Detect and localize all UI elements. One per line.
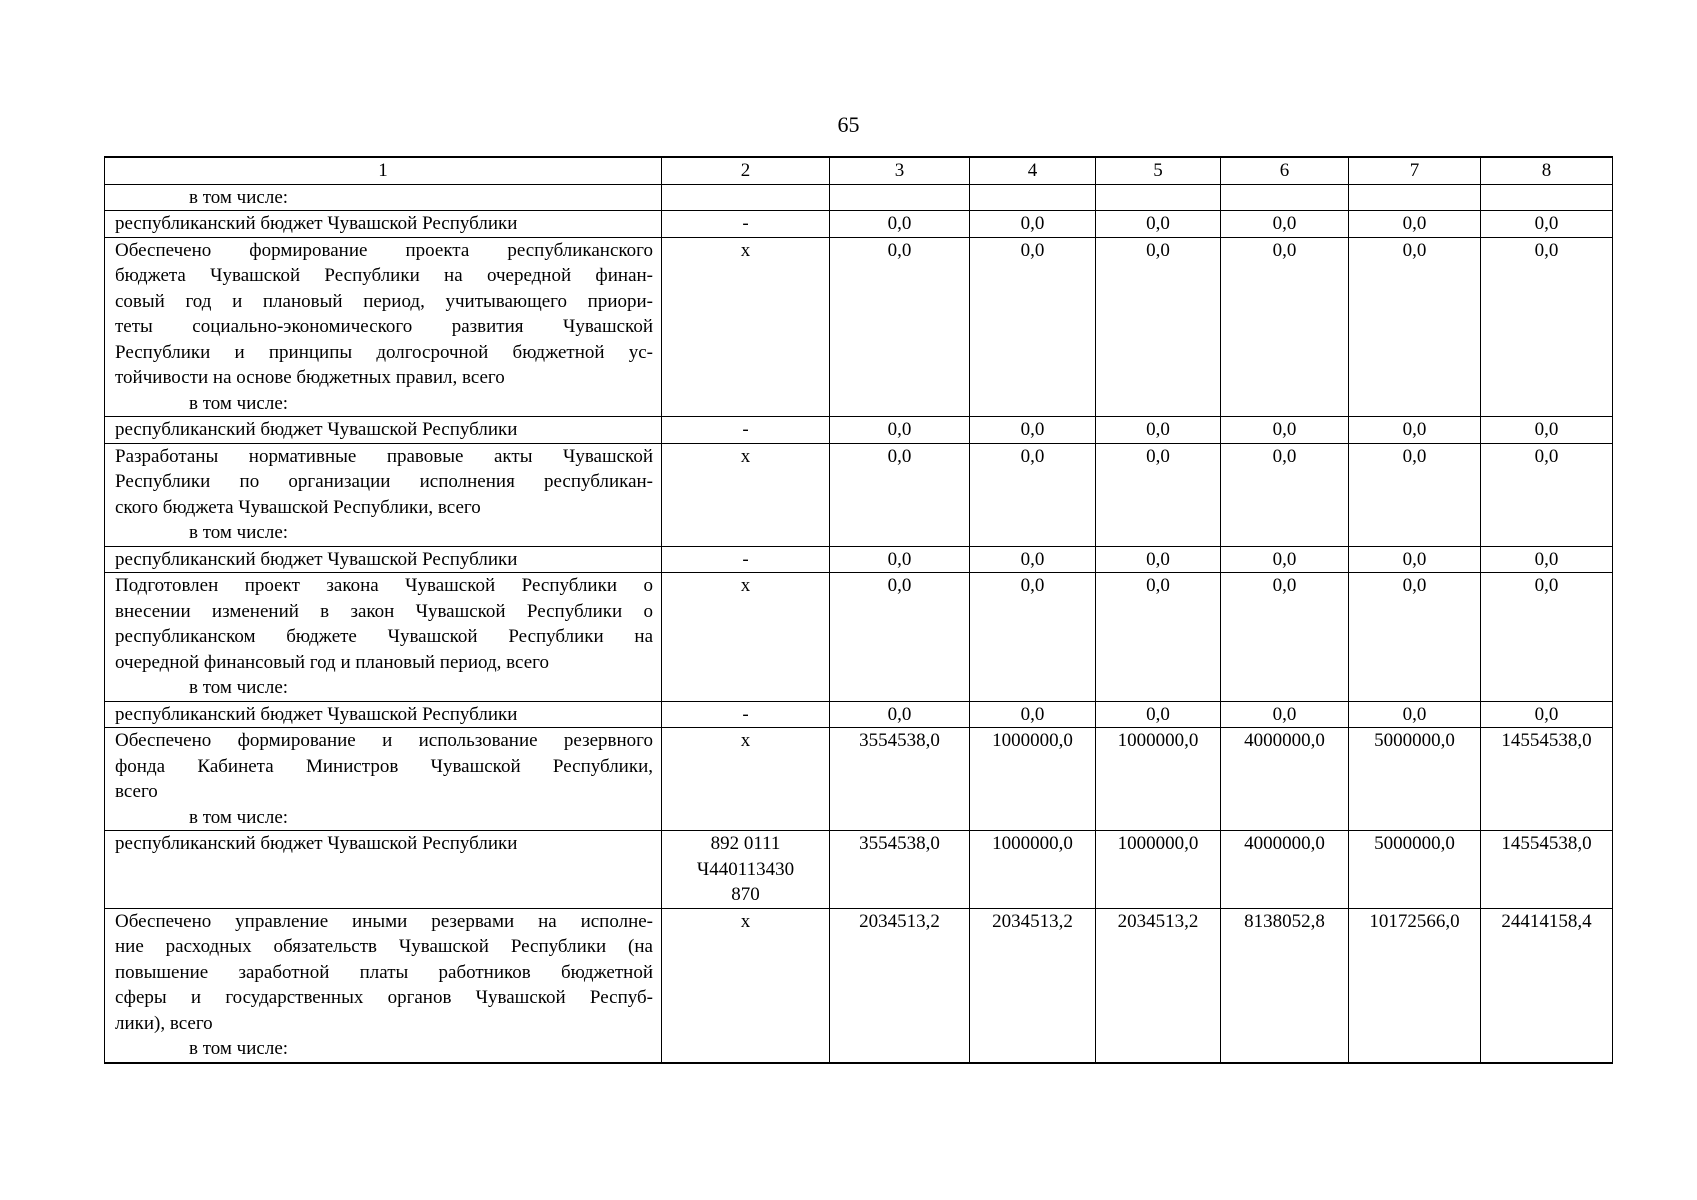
value-cell: 0,0 <box>970 701 1096 728</box>
indicator-name-line: всего <box>115 781 158 802</box>
value-cell <box>1221 184 1349 211</box>
value-cell: 0,0 <box>1481 443 1613 546</box>
value-cell <box>970 184 1096 211</box>
value-cell <box>830 184 970 211</box>
indicator-name-cell <box>105 908 662 1063</box>
indicator-name-line: республиканском бюджете Чувашской Республики на <box>115 626 653 647</box>
value-cell: 0,0 <box>1221 443 1349 546</box>
value-cell: 3554538,0 <box>830 728 970 831</box>
budget-code-line: 892 0111 <box>710 833 781 854</box>
value-cell: 0,0 <box>1096 546 1221 573</box>
value-cell: 2034513,2 <box>970 908 1096 1063</box>
table-row <box>105 184 1613 211</box>
value-cell: 10172566,0 <box>1349 908 1481 1063</box>
value-cell: 0,0 <box>1221 237 1349 417</box>
value-cell: 24414158,4 <box>1481 908 1613 1063</box>
budget-code-cell: x <box>662 573 830 702</box>
indicator-name-cell <box>105 184 662 211</box>
table-header-row <box>105 157 1613 184</box>
indicator-name-cell <box>105 443 662 546</box>
value-cell <box>1349 184 1481 211</box>
value-cell: 0,0 <box>970 573 1096 702</box>
value-cell: 0,0 <box>830 546 970 573</box>
indicator-name-line: республиканский бюджет Чувашской Республики <box>115 548 518 570</box>
table-row <box>105 546 1613 573</box>
indicator-name-line: ского бюджета Чувашской Республики, всего <box>115 496 481 518</box>
value-cell: 0,0 <box>1481 701 1613 728</box>
value-cell: 0,0 <box>830 701 970 728</box>
value-cell: 0,0 <box>970 417 1096 444</box>
indicator-name-line: лики), всего <box>115 1012 213 1034</box>
value-cell: 0,0 <box>1349 237 1481 417</box>
table-row <box>105 443 1613 546</box>
table-row <box>105 237 1613 417</box>
value-cell: 2034513,2 <box>1096 908 1221 1063</box>
budget-code-cell <box>662 184 830 211</box>
including-label: в том числе: <box>189 522 289 543</box>
table-row <box>105 701 1613 728</box>
budget-code-cell: x <box>662 443 830 546</box>
budget-code-line: Ч440113430 <box>696 858 795 880</box>
indicator-name-cell <box>105 417 662 444</box>
header-cell: 5 <box>1096 157 1221 184</box>
value-cell: 2034513,2 <box>830 908 970 1063</box>
value-cell: 0,0 <box>970 443 1096 546</box>
indicator-name-line: очередной финансовый год и плановый период, всего <box>115 651 549 673</box>
value-cell: 0,0 <box>1096 211 1221 238</box>
indicator-name-line: республиканский бюджет Чувашской Республики <box>115 833 518 854</box>
value-cell: 0,0 <box>1481 573 1613 702</box>
header-cell: 2 <box>662 157 830 184</box>
budget-code-cell <box>662 831 830 909</box>
indicator-name-cell <box>105 573 662 702</box>
value-cell: 1000000,0 <box>970 728 1096 831</box>
indicator-name-line: повышение заработной платы работников бюджетной <box>115 961 653 983</box>
value-cell: 0,0 <box>1096 417 1221 444</box>
value-cell: 0,0 <box>1349 417 1481 444</box>
value-cell: 0,0 <box>830 417 970 444</box>
value-cell: 0,0 <box>830 573 970 702</box>
value-cell: 0,0 <box>1221 573 1349 702</box>
table-row <box>105 573 1613 702</box>
including-label: в том числе: <box>189 806 289 828</box>
header-cell: 4 <box>970 157 1096 184</box>
including-label: в том числе: <box>189 392 289 414</box>
budget-code-cell: - <box>662 546 830 573</box>
indicator-name-line: Обеспечено управление иными резервами на исполне- <box>115 910 653 932</box>
indicator-name-line: бюджета Чувашской Республики на очередной финан- <box>115 265 653 286</box>
value-cell <box>1096 184 1221 211</box>
value-cell: 1000000,0 <box>970 831 1096 909</box>
value-cell: 0,0 <box>1221 211 1349 238</box>
indicator-name-line: республиканский бюджет Чувашской Республики <box>115 419 518 440</box>
page-number: 65 <box>837 112 860 137</box>
indicator-name-line: Разработаны нормативные правовые акты Чувашской <box>115 445 653 467</box>
value-cell: 0,0 <box>970 237 1096 417</box>
value-cell: 0,0 <box>970 211 1096 238</box>
value-cell: 0,0 <box>1096 237 1221 417</box>
table-row <box>105 908 1613 1063</box>
including-label: в том числе: <box>189 186 289 208</box>
table-row <box>105 831 1613 909</box>
indicator-name-line: ние расходных обязательств Чувашской Республики (на <box>115 936 653 957</box>
value-cell: 0,0 <box>830 211 970 238</box>
including-label: в том числе: <box>189 677 289 698</box>
indicator-name-line: теты социально-экономического развития Чувашской <box>115 316 653 337</box>
indicator-name-line: Республики и принципы долгосрочной бюджетной ус- <box>115 341 653 363</box>
value-cell: 0,0 <box>1349 211 1481 238</box>
indicator-name-line: тойчивости на основе бюджетных правил, всего <box>115 367 505 388</box>
value-cell: 0,0 <box>1481 211 1613 238</box>
table-row <box>105 728 1613 831</box>
value-cell: 14554538,0 <box>1481 728 1613 831</box>
budget-code-line: 870 <box>731 884 760 905</box>
indicator-name-cell <box>105 211 662 238</box>
value-cell: 0,0 <box>830 443 970 546</box>
value-cell: 14554538,0 <box>1481 831 1613 909</box>
value-cell: 0,0 <box>1481 546 1613 573</box>
budget-code-cell: - <box>662 211 830 238</box>
table-row <box>105 417 1613 444</box>
indicator-name-line: фонда Кабинета Министров Чувашской Республики, <box>115 755 653 777</box>
value-cell: 4000000,0 <box>1221 831 1349 909</box>
header-cell: 7 <box>1349 157 1481 184</box>
table-row <box>105 211 1613 238</box>
indicator-name-line: Обеспечено формирование и использование резервного <box>115 730 653 751</box>
value-cell: 4000000,0 <box>1221 728 1349 831</box>
budget-code-cell: x <box>662 237 830 417</box>
value-cell: 1000000,0 <box>1096 728 1221 831</box>
value-cell: 5000000,0 <box>1349 728 1481 831</box>
including-label: в том числе: <box>189 1038 289 1059</box>
indicator-name-cell <box>105 831 662 909</box>
budget-code-cell: - <box>662 701 830 728</box>
value-cell: 3554538,0 <box>830 831 970 909</box>
header-cell: 1 <box>105 157 662 184</box>
indicator-name-line: Республики по организации исполнения республикан- <box>115 471 653 492</box>
value-cell <box>1481 184 1613 211</box>
value-cell: 0,0 <box>970 546 1096 573</box>
budget-code-cell: x <box>662 908 830 1063</box>
indicator-name-cell <box>105 237 662 417</box>
value-cell: 0,0 <box>1349 443 1481 546</box>
value-cell: 0,0 <box>1221 417 1349 444</box>
indicator-name-cell <box>105 701 662 728</box>
indicator-name-line: совый год и плановый период, учитывающего приори- <box>115 290 653 312</box>
indicator-name-cell <box>105 728 662 831</box>
header-cell: 8 <box>1481 157 1613 184</box>
value-cell: 0,0 <box>1221 546 1349 573</box>
indicator-name-line: сферы и государственных органов Чувашской Респуб- <box>115 987 653 1008</box>
value-cell: 0,0 <box>1221 701 1349 728</box>
budget-code-cell: x <box>662 728 830 831</box>
value-cell: 1000000,0 <box>1096 831 1221 909</box>
indicator-name-line: республиканский бюджет Чувашской Республики <box>115 703 518 725</box>
value-cell: 0,0 <box>1096 573 1221 702</box>
value-cell: 0,0 <box>1096 701 1221 728</box>
budget-table <box>104 156 1613 1064</box>
indicator-name-line: внесении изменений в закон Чувашской Республики о <box>115 600 653 622</box>
header-cell: 3 <box>830 157 970 184</box>
indicator-name-line: Обеспечено формирование проекта республиканского <box>115 239 653 261</box>
value-cell: 8138052,8 <box>1221 908 1349 1063</box>
indicator-name-cell <box>105 546 662 573</box>
indicator-name-line: Подготовлен проект закона Чувашской Республики о <box>115 575 653 596</box>
value-cell: 0,0 <box>1349 546 1481 573</box>
header-cell: 6 <box>1221 157 1349 184</box>
budget-code-cell: - <box>662 417 830 444</box>
value-cell: 0,0 <box>1096 443 1221 546</box>
indicator-name-line: республиканский бюджет Чувашской Республики <box>115 213 518 234</box>
value-cell: 5000000,0 <box>1349 831 1481 909</box>
value-cell: 0,0 <box>1481 237 1613 417</box>
value-cell: 0,0 <box>1349 573 1481 702</box>
value-cell: 0,0 <box>1349 701 1481 728</box>
value-cell: 0,0 <box>830 237 970 417</box>
value-cell: 0,0 <box>1481 417 1613 444</box>
